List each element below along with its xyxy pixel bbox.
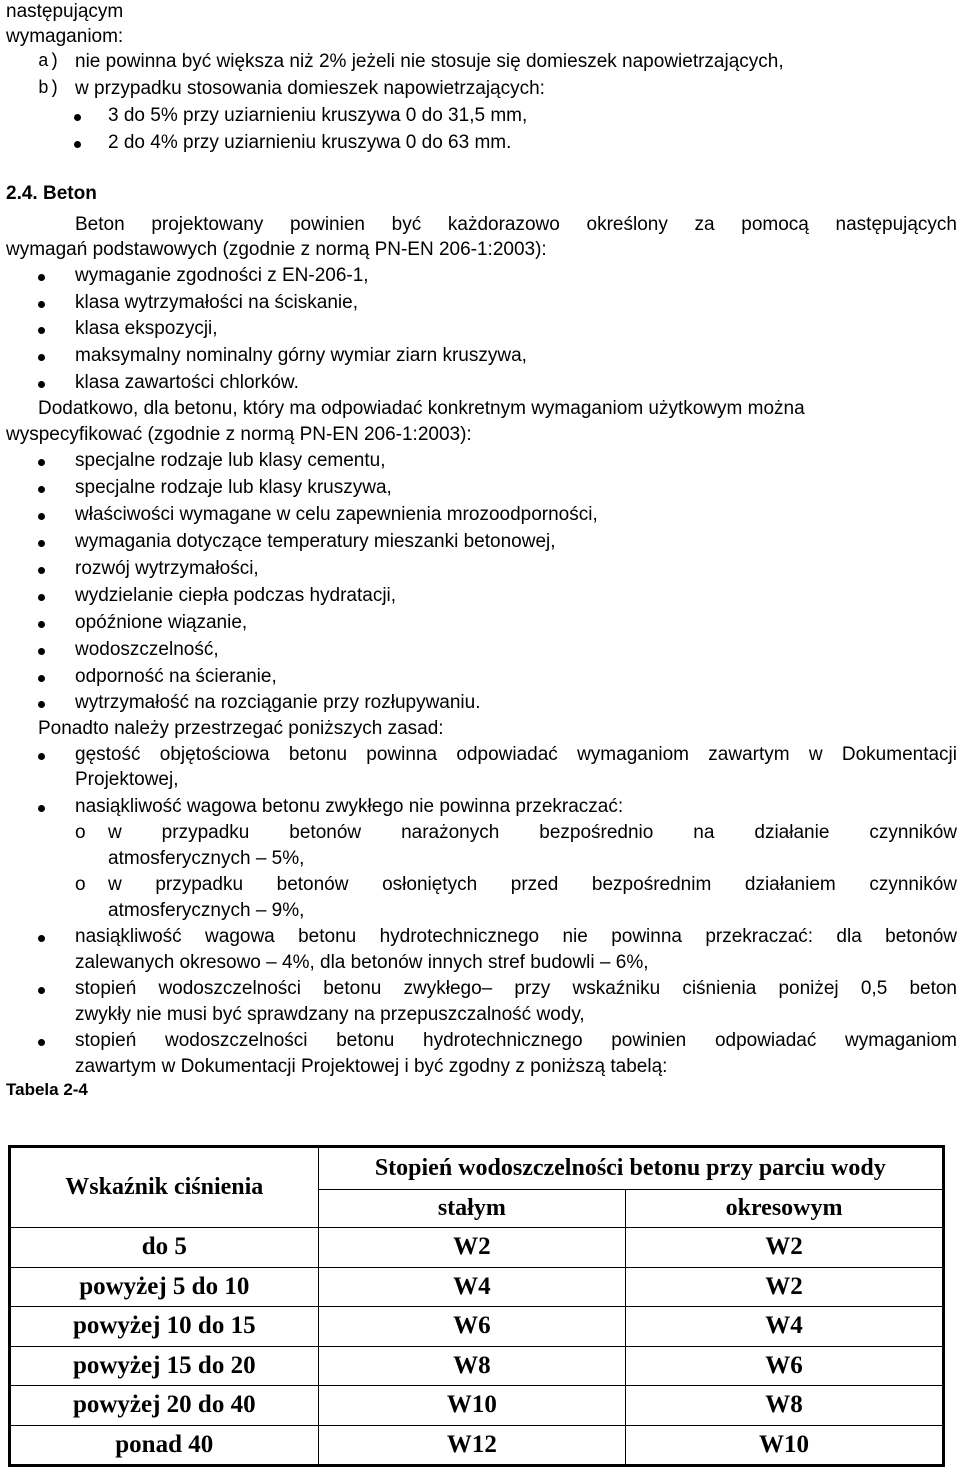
table-header-row xyxy=(11,1148,943,1190)
table xyxy=(10,1147,943,1465)
col1-header: Wskaźnik ciśnienia xyxy=(11,1148,319,1228)
table-cell: powyżej 15 do 20 xyxy=(11,1346,319,1386)
rule4-line1: stopień wodoszczelności betonu zwykłego– przy wskaźniku ciśnienia poniżej 0,5 beton xyxy=(75,978,957,999)
table-row xyxy=(11,1307,943,1347)
table-cell: W10 xyxy=(318,1386,626,1426)
subheader-staly: stałym xyxy=(318,1190,626,1228)
section-title: Beton xyxy=(42,183,97,204)
bullet-icon xyxy=(38,274,45,281)
rule2-sub1-line1: w przypadku betonów narażonych bezpośrednio na działanie czynników xyxy=(108,822,957,843)
table-cell: W8 xyxy=(318,1346,626,1386)
rule3-line1: nasiąkliwość wagowa betonu hydrotechnicznego nie powinna przekraczać: dla betonów xyxy=(75,926,957,947)
table-row xyxy=(11,1425,943,1465)
table-cell: ponad 40 xyxy=(11,1425,319,1465)
table-cell: W8 xyxy=(626,1386,943,1426)
group-header: Stopień wodoszczelności betonu przy parciu wody xyxy=(318,1148,942,1190)
item-b-marker: b) xyxy=(38,79,60,99)
table-cell: W6 xyxy=(626,1346,943,1386)
bullet-icon xyxy=(38,594,45,601)
intro-line-1: następującym xyxy=(6,1,124,22)
bullet-icon xyxy=(38,513,45,520)
bullet-icon xyxy=(38,987,45,994)
add-req-10: wytrzymałość na rozciąganie przy rozłupywaniu. xyxy=(75,692,481,713)
subheader-okresowy: okresowym xyxy=(626,1190,943,1228)
table-cell: W12 xyxy=(318,1425,626,1465)
item-b-text: w przypadku stosowania domieszek napowietrzających: xyxy=(75,78,545,99)
table-cell: do 5 xyxy=(11,1228,319,1268)
rule2-sub2-line2: atmosferycznych – 9%, xyxy=(108,900,305,921)
table-cell: W2 xyxy=(626,1228,943,1268)
intro-line-2: wymaganiom: xyxy=(6,26,124,47)
rule5-line2: zawartym w Dokumentacji Projektowej i być zgodny z poniższą tabelą: xyxy=(75,1056,668,1077)
basic-req-3: klasa ekspozycji, xyxy=(75,318,218,339)
section-heading xyxy=(6,182,97,206)
rule3-line2: zalewanych okresowo – 4%, dla betonów innych stref budowli – 6%, xyxy=(75,952,649,973)
water-tightness-table xyxy=(8,1145,945,1467)
bullet-icon xyxy=(38,354,45,361)
bullet-icon xyxy=(38,540,45,547)
item-a-marker: a) xyxy=(38,52,60,72)
sub-bullet-2: 2 do 4% przy uziarnieniu kruszywa 0 do 63 mm. xyxy=(108,132,512,153)
rule5-line1: stopień wodoszczelności betonu hydrotechnicznego powinien odpowiadać wymaganiom xyxy=(75,1030,957,1051)
basic-req-1: wymaganie zgodności z EN-206-1, xyxy=(75,265,369,286)
table-cell: powyżej 20 do 40 xyxy=(11,1386,319,1426)
para3: Ponadto należy przestrzegać poniższych zasad: xyxy=(38,718,444,739)
table-row xyxy=(11,1386,943,1426)
table-cell: W6 xyxy=(318,1307,626,1347)
bullet-icon xyxy=(38,805,45,812)
rule1-line2: Projektowej, xyxy=(75,769,179,790)
add-req-7: opóźnione wiązanie, xyxy=(75,612,248,633)
basic-req-5: klasa zawartości chlorków. xyxy=(75,372,299,393)
bullet-icon xyxy=(38,648,45,655)
add-req-2: specjalne rodzaje lub klasy kruszywa, xyxy=(75,477,392,498)
table-cell: W2 xyxy=(626,1267,943,1307)
add-req-3: właściwości wymagane w celu zapewnienia mrozoodporności, xyxy=(75,504,598,525)
add-req-8: wodoszczelność, xyxy=(75,639,219,660)
rule1-line1: gęstość objętościowa betonu powinna odpowiadać wymaganiom zawartym w Dokumentacji xyxy=(75,744,957,765)
para2-line1: Dodatkowo, dla betonu, który ma odpowiadać konkretnym wymaganiom użytkowym można xyxy=(38,398,805,419)
bullet-icon xyxy=(38,486,45,493)
add-req-9: odporność na ścieranie, xyxy=(75,666,277,687)
para1-line2: wymagań podstawowych (zgodnie z normą PN-EN 206-1:2003): xyxy=(6,239,547,260)
bullet-icon xyxy=(38,459,45,466)
add-req-4: wymagania dotyczące temperatury mieszanki betonowej, xyxy=(75,531,556,552)
bullet-icon xyxy=(38,701,45,708)
bullet-icon xyxy=(38,567,45,574)
table-cell: powyżej 10 do 15 xyxy=(11,1307,319,1347)
para2-line2: wyspecyfikować (zgodnie z normą PN-EN 206-1:2003): xyxy=(6,424,472,445)
table-row xyxy=(11,1346,943,1386)
bullet-icon xyxy=(38,675,45,682)
rule2: nasiąkliwość wagowa betonu zwykłego nie powinna przekraczać: xyxy=(75,796,624,817)
sub-marker: o xyxy=(75,822,86,843)
basic-req-2: klasa wytrzymałości na ściskanie, xyxy=(75,292,358,313)
bullet-icon xyxy=(74,114,81,121)
table-row xyxy=(11,1228,943,1268)
item-a-text: nie powinna być większa niż 2% jeżeli nie stosuje się domieszek napowietrzających, xyxy=(75,51,784,72)
basic-req-4: maksymalny nominalny górny wymiar ziarn kruszywa, xyxy=(75,345,527,366)
bullet-icon xyxy=(38,301,45,308)
table-cell: W2 xyxy=(318,1228,626,1268)
table-caption: Tabela 2-4 xyxy=(6,1080,88,1099)
para1-line1: Beton projektowany powinien być każdorazowo określony za pomocą następujących xyxy=(75,214,957,235)
bullet-icon xyxy=(38,381,45,388)
bullet-icon xyxy=(38,935,45,942)
table-cell: powyżej 5 do 10 xyxy=(11,1267,319,1307)
bullet-icon xyxy=(38,327,45,334)
rule4-line2: zwykły nie musi być sprawdzany na przepuszczalność wody, xyxy=(75,1004,585,1025)
table-row xyxy=(11,1267,943,1307)
add-req-1: specjalne rodzaje lub klasy cementu, xyxy=(75,450,386,471)
table-cell: W4 xyxy=(626,1307,943,1347)
sub-marker: o xyxy=(75,874,86,895)
bullet-icon xyxy=(74,141,81,148)
rule2-sub2-line1: w przypadku betonów osłoniętych przed bezpośrednim działaniem czynników xyxy=(108,874,957,895)
rule2-sub1-line2: atmosferycznych – 5%, xyxy=(108,848,305,869)
bullet-icon xyxy=(38,621,45,628)
table-cell: W10 xyxy=(626,1425,943,1465)
section-number: 2.4. xyxy=(6,183,38,204)
add-req-5: rozwój wytrzymałości, xyxy=(75,558,259,579)
bullet-icon xyxy=(38,753,45,760)
add-req-6: wydzielanie ciepła podczas hydratacji, xyxy=(75,585,397,606)
sub-bullet-1: 3 do 5% przy uziarnieniu kruszywa 0 do 31,5 mm, xyxy=(108,105,528,126)
bullet-icon xyxy=(38,1039,45,1046)
table-cell: W4 xyxy=(318,1267,626,1307)
